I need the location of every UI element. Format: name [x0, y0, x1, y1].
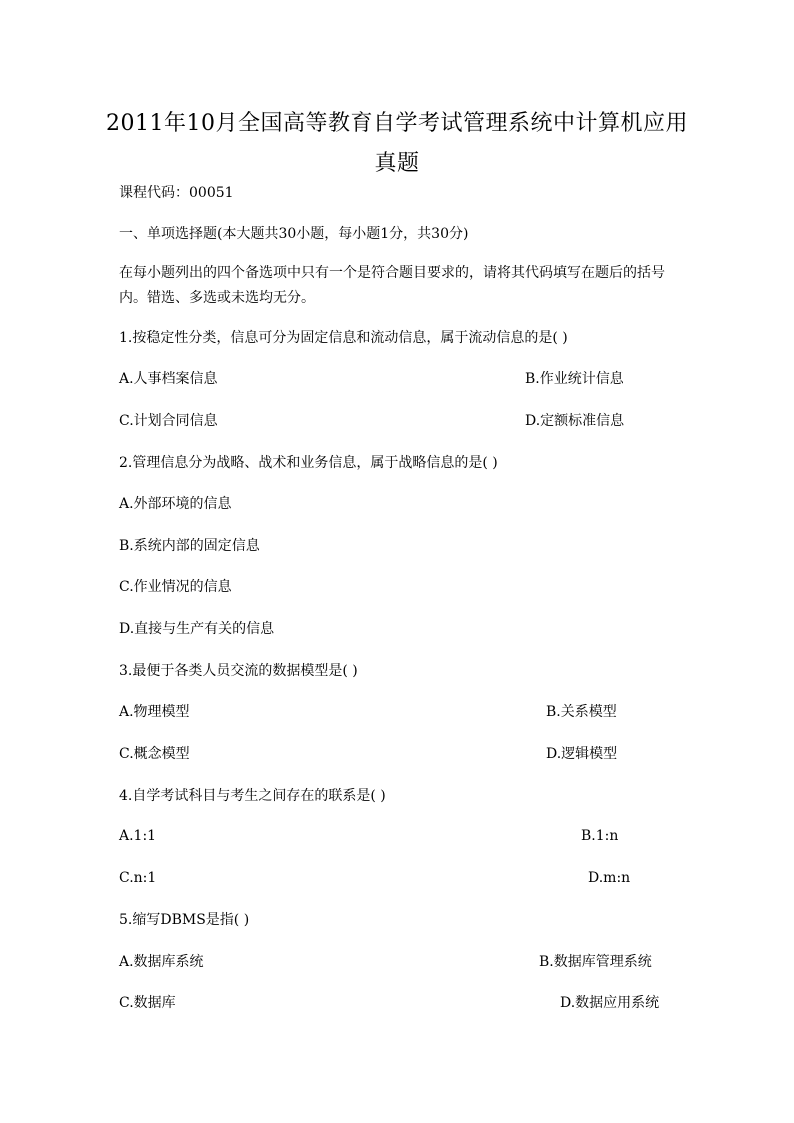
question-5-option-a: A.数据库系统	[119, 954, 204, 970]
question-1-option-a: A.人事档案信息	[119, 371, 218, 387]
question-2-option-a: A.外部环境的信息	[119, 496, 232, 512]
question-4-stem: 4.自学考试科目与考生之间存在的联系是( )	[119, 788, 386, 804]
question-4-option-a: A.1:1	[119, 828, 157, 844]
question-2-option-c: C.作业情况的信息	[119, 579, 232, 595]
course-code: 课程代码：00051	[119, 185, 234, 201]
question-4-option-d: D.m:n	[588, 870, 631, 886]
question-4-option-c: C.n:1	[119, 870, 157, 886]
question-1-option-b: B.作业统计信息	[525, 371, 624, 387]
section-heading: 一、单项选择题(本大题共30小题，每小题1分，共30分)	[119, 226, 469, 242]
question-1-option-d: D.定额标准信息	[525, 413, 625, 429]
question-3-option-a: A.物理模型	[119, 704, 190, 720]
page-title-line-2: 真题	[374, 151, 420, 176]
question-3-stem: 3.最便于各类人员交流的数据模型是( )	[119, 663, 358, 679]
question-5-option-c: C.数据库	[119, 995, 176, 1011]
question-2-stem: 2.管理信息分为战略、战术和业务信息，属于战略信息的是( )	[119, 455, 498, 471]
question-5-option-d: D.数据应用系统	[560, 995, 660, 1011]
question-5-option-b: B.数据库管理系统	[539, 954, 652, 970]
question-1-stem: 1.按稳定性分类，信息可分为固定信息和流动信息，属于流动信息的是( )	[119, 330, 568, 346]
question-2-option-b: B.系统内部的固定信息	[119, 538, 260, 554]
question-3-option-b: B.关系模型	[546, 704, 617, 720]
question-4-option-b: B.1:n	[581, 828, 619, 844]
question-2-option-d: D.直接与生产有关的信息	[119, 621, 275, 637]
page-title-line-1: 2011年10月全国高等教育自学考试管理系统中计算机应用	[106, 111, 688, 136]
question-1-option-c: C.计划合同信息	[119, 413, 218, 429]
instructions: 在每小题列出的四个备选项中只有一个是符合题目要求的，请将其代码填写在题后的括号内。错选、多选或未选均无分。	[119, 265, 665, 306]
question-3-option-d: D.逻辑模型	[546, 746, 618, 762]
question-5-stem: 5.缩写DBMS是指( )	[119, 912, 250, 928]
question-3-option-c: C.概念模型	[119, 746, 190, 762]
